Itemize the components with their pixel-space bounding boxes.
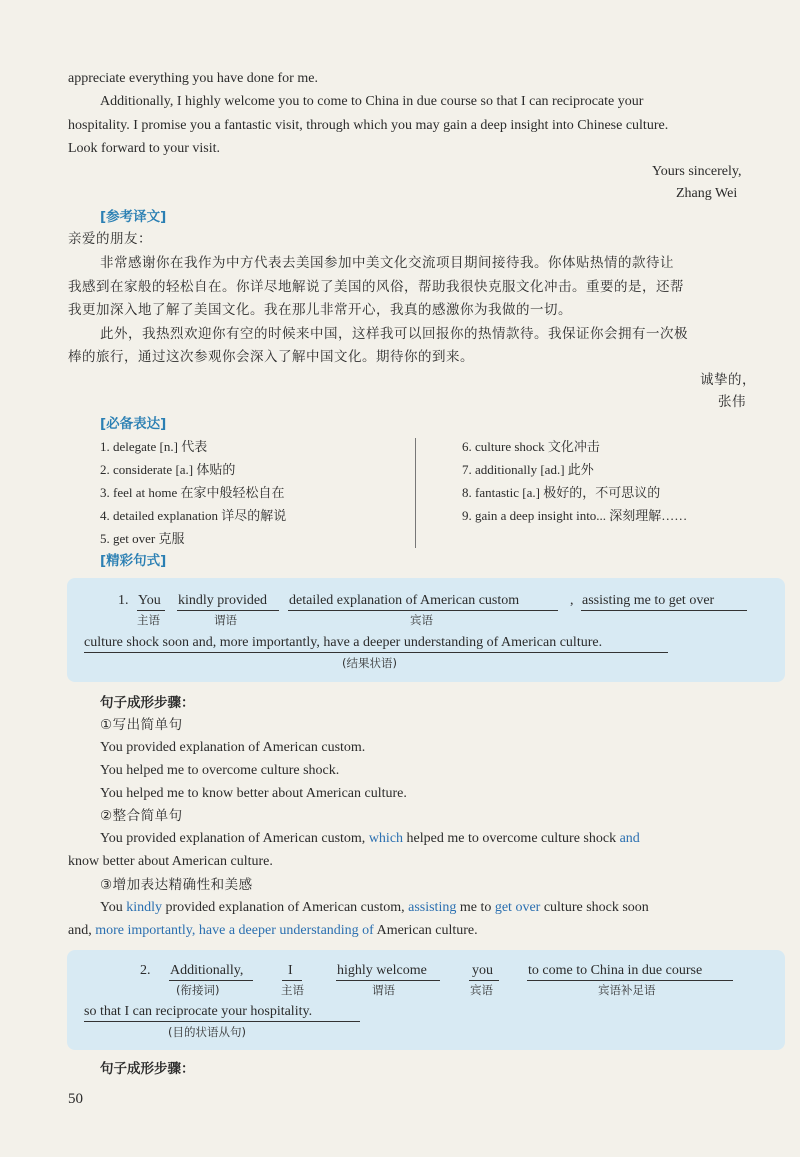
sentence-line2: so that I can reciprocate your hospitality.: [84, 1004, 313, 1019]
label-result: (结果状语): [342, 656, 397, 670]
label-object: 宾语: [470, 983, 493, 997]
translation-line: 棒的旅行，通过这次参观你会深入了解中国文化。期待你的到来。: [68, 349, 474, 365]
underline: [84, 652, 668, 653]
translation-line: 此外，我热烈欢迎你有空的时候来中国，这样我可以回报你的热情款待。我保证你会拥有一次极: [100, 326, 688, 342]
expression-item: 2. considerate [a.] 体贴的: [100, 462, 236, 477]
translation-greeting: 亲爱的朋友：: [68, 231, 152, 247]
underline: [469, 980, 499, 981]
highlight-more-importantly: more importantly,: [95, 923, 196, 938]
sentences-heading: [精彩句式]: [100, 553, 167, 569]
expressions-heading: [必备表达]: [100, 416, 167, 432]
simple-sentence: You provided explanation of American custom.: [100, 740, 366, 755]
highlight-assisting: assisting: [408, 900, 457, 915]
translation-line: 我更加深入地了解了美国文化。我在那儿非常开心，我真的感激你为我做的一切。: [68, 302, 572, 318]
label-connector: (衔接词): [176, 983, 220, 997]
sentence-predicate: highly welcome: [337, 963, 427, 978]
sentence-subject: I: [288, 963, 293, 978]
translation-line: 我感到在家般的轻松自在。你详尽地解说了美国的风俗，帮助我很快克服文化冲击。重要的是，还帮: [68, 279, 684, 295]
page-number: 50: [68, 1091, 83, 1107]
expression-item: 4. detailed explanation 详尽的解说: [100, 508, 287, 523]
sentence-comma: ,: [570, 593, 574, 608]
simple-sentence: You helped me to overcome culture shock.: [100, 763, 340, 778]
label-complement: 宾语补足语: [598, 983, 656, 997]
simple-sentence: You helped me to know better about American culture.: [100, 786, 407, 801]
final-part: me to: [459, 900, 492, 915]
translation-closing: 诚挚的，: [700, 372, 756, 388]
final-part: You: [100, 900, 123, 915]
label-purpose: (目的状语从句): [168, 1025, 246, 1039]
highlight-kindly: kindly: [126, 900, 162, 915]
column-divider: [415, 438, 416, 548]
underline: [282, 980, 302, 981]
label-predicate: 谓语: [214, 613, 237, 627]
expression-item: 1. delegate [n.] 代表: [100, 439, 208, 454]
label-predicate: 谓语: [372, 983, 395, 997]
highlight-have-deeper: have a deeper understanding of: [198, 923, 374, 938]
underline: [177, 610, 279, 611]
letter-line: hospitality. I promise you a fantastic visit, through which you may gain a deep insight into Chinese culture.: [68, 118, 669, 133]
expression-item: 6. culture shock 文化冲击: [462, 439, 600, 454]
translation-heading: [参考译文]: [100, 209, 167, 225]
sentence-adverbial: assisting me to get over: [582, 593, 715, 608]
expression-item: 5. get over 克服: [100, 531, 185, 546]
sentence-complement: to come to China in due course: [528, 963, 703, 978]
combined-sentence-cont: know better about American culture.: [68, 854, 273, 869]
final-part: culture shock soon: [543, 900, 649, 915]
sentence-predicate: kindly provided: [178, 593, 268, 608]
final-sentence-cont: [68, 922, 478, 940]
sentence-line2: culture shock soon and, more importantly, have a deeper understanding of American culture.: [84, 635, 603, 650]
expression-item: 3. feel at home 在家中般轻松自在: [100, 485, 285, 500]
underline: [581, 610, 747, 611]
label-subject: 主语: [281, 983, 304, 997]
final-part: and,: [68, 923, 92, 938]
label-object: 宾语: [410, 613, 433, 627]
underline: [288, 610, 558, 611]
step-title: ①写出简单句: [100, 717, 183, 733]
steps-heading: 句子成形步骤：: [100, 1061, 195, 1077]
step-title: ③增加表达精确性和美感: [100, 877, 253, 893]
sentence-object: you: [472, 963, 493, 978]
step-title: ②整合简单句: [100, 808, 183, 824]
sentence-subject: You: [138, 593, 161, 608]
expression-item: 8. fantastic [a.] 极好的，不可思议的: [462, 485, 661, 500]
expression-item: 9. gain a deep insight into... 深刻理解……: [462, 508, 688, 523]
label-subject: 主语: [137, 613, 160, 627]
final-part: provided explanation of American custom,: [165, 900, 405, 915]
combined-part: helped me to overcome culture shock: [406, 831, 617, 846]
underline: [336, 980, 440, 981]
letter-line: Additionally, I highly welcome you to come to China in due course so that I can reciprocate your: [100, 94, 644, 109]
final-part: American culture.: [376, 923, 478, 938]
underline: [84, 1021, 360, 1022]
letter-line: appreciate everything you have done for me.: [68, 71, 318, 86]
letter-line: Look forward to your visit.: [68, 141, 221, 156]
sentence-object: detailed explanation of American custom: [289, 593, 520, 608]
combined-part: You provided explanation of American custom,: [100, 831, 366, 846]
translation-line: 非常感谢你在我作为中方代表去美国参加中美文化交流项目期间接待我。你体贴热情的款待让: [100, 255, 674, 271]
letter-signature: Zhang Wei: [676, 186, 738, 201]
translation-signature: 张伟: [718, 394, 746, 410]
combined-sentence: [100, 830, 640, 848]
highlight-and: and: [619, 831, 640, 846]
expression-item: 7. additionally [ad.] 此外: [462, 462, 594, 477]
final-sentence: [100, 899, 649, 917]
sentence-number: 1.: [118, 593, 129, 608]
underline: [169, 980, 253, 981]
sentence-number: 2.: [140, 963, 151, 978]
letter-closing: Yours sincerely,: [652, 164, 742, 179]
underline: [137, 610, 165, 611]
steps-heading: 句子成形步骤：: [100, 695, 195, 711]
sentence-connector: Additionally,: [170, 963, 244, 978]
highlight-which: which: [368, 831, 404, 846]
highlight-get-over: get over: [494, 900, 541, 915]
underline: [527, 980, 733, 981]
